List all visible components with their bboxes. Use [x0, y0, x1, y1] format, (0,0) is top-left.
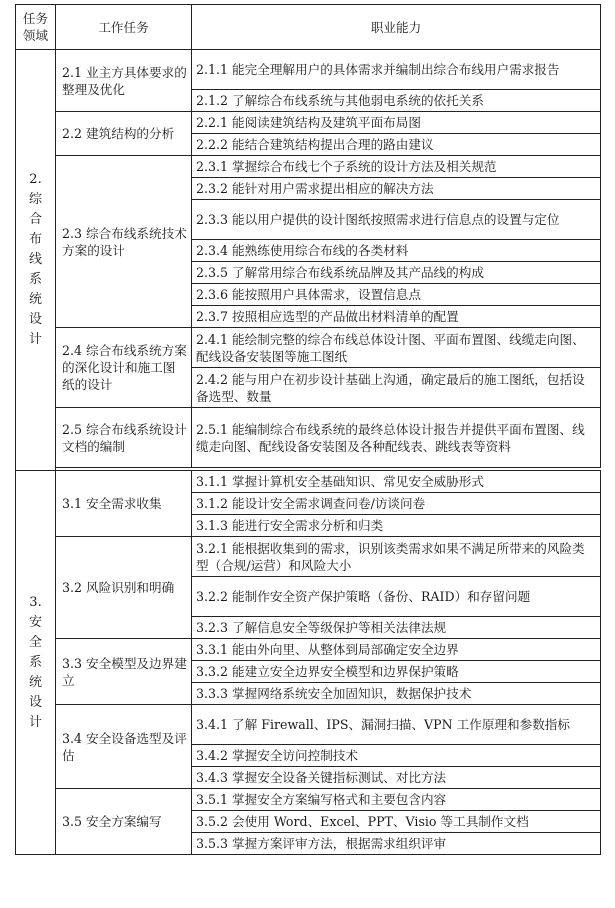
header-ability: 职业能力: [192, 5, 601, 50]
task-cell: 3.3 安全模型及边界建立: [56, 639, 192, 705]
ability-cell: 3.2.2 能制作安全资产保护策略（备份、RAID）和存留问题: [192, 577, 601, 617]
ability-cell: 3.5.3 掌握方案评审方法，根据需求组织评审: [192, 833, 601, 855]
table-row: [16, 705, 601, 745]
table-row: [16, 471, 601, 493]
table-row: [16, 789, 601, 811]
ability-cell: 2.4.2 能与用户在初步设计基础上沟通，确定最后的施工图纸，包括设备选型、数量: [192, 368, 601, 408]
ability-cell: 2.2.2 能结合建筑结构提出合理的路由建议: [192, 134, 601, 156]
header-task: 工作任务: [56, 5, 192, 50]
ability-cell: 2.3.1 掌握综合布线七个子系统的设计方法及相关规范: [192, 156, 601, 178]
task-cell: 2.2 建筑结构的分析: [56, 112, 192, 156]
ability-cell: 2.3.7 按照相应选型的产品做出材料清单的配置: [192, 306, 601, 328]
ability-cell: 2.1.2 了解综合布线系统与其他弱电系统的依托关系: [192, 90, 601, 112]
ability-cell: 2.2.1 能阅读建筑结构及建筑平面布局图: [192, 112, 601, 134]
task-cell: 3.5 安全方案编写: [56, 789, 192, 855]
ability-cell: 2.3.6 能按照用户具体需求，设置信息点: [192, 284, 601, 306]
table-row: [16, 156, 601, 178]
table-row: [16, 408, 601, 468]
ability-cell: 3.3.1 能由外向里、从整体到局部确定安全边界: [192, 639, 601, 661]
ability-cell: 3.4.3 掌握安全设备关键指标测试、对比方法: [192, 767, 601, 789]
ability-cell: 3.1.1 掌握计算机安全基础知识、常见安全威胁形式: [192, 471, 601, 493]
area-cell: [16, 471, 56, 855]
ability-cell: 2.1.1 能完全理解用户的具体需求并编制出综合布线用户需求报告: [192, 50, 601, 90]
ability-cell: 3.4.1 了解 Firewall、IPS、漏洞扫描、VPN 工作原理和参数指标: [192, 705, 601, 745]
ability-cell: 2.3.2 能针对用户需求提出相应的解决方法: [192, 178, 601, 200]
ability-cell: 2.3.4 能熟练使用综合布线的各类材料: [192, 240, 601, 262]
area-label: 2.综合布线系统设计: [28, 172, 42, 347]
table-row: [16, 50, 601, 90]
table-row: [16, 112, 601, 134]
area-cell: [16, 50, 56, 471]
ability-cell: 3.4.2 掌握安全访问控制技术: [192, 745, 601, 767]
ability-cell: 3.3.3 掌握网络系统安全加固知识，数据保护技术: [192, 683, 601, 705]
header-area: 任务领域: [16, 5, 56, 50]
ability-cell: 3.5.1 掌握安全方案编写格式和主要包含内容: [192, 789, 601, 811]
table-row: [16, 328, 601, 368]
ability-cell: 2.3.5 了解常用综合布线系统品牌及其产品线的构成: [192, 262, 601, 284]
ability-cell: 3.1.3 能进行安全需求分析和归类: [192, 515, 601, 537]
task-cell: 2.1 业主方具体要求的整理及优化: [56, 50, 192, 112]
header-row: [16, 5, 601, 50]
task-cell: 2.3 综合布线系统技术方案的设计: [56, 156, 192, 328]
table-row: [16, 639, 601, 661]
ability-cell: 3.2.1 能根据收集到的需求，识别该类需求如果不满足所带来的风险类型（合规/运营）和风险大小: [192, 537, 601, 577]
ability-cell: 2.5.1 能编制综合布线系统的最终总体设计报告并提供平面布置图、线缆走向图、配线设备安装图及各种配线表、跳线表等资料: [192, 408, 601, 468]
task-cell: 2.4 综合布线系统方案的深化设计和施工图纸的设计: [56, 328, 192, 408]
task-cell: 3.4 安全设备选型及评估: [56, 705, 192, 789]
task-cell: 2.5 综合布线系统设计文档的编制: [56, 408, 192, 468]
ability-cell: 3.5.2 会使用 Word、Excel、PPT、Visio 等工具制作文档: [192, 811, 601, 833]
table-row: [16, 537, 601, 577]
task-cell: 3.2 风险识别和明确: [56, 537, 192, 639]
task-cell: 3.1 安全需求收集: [56, 471, 192, 537]
ability-cell: 3.2.3 了解信息安全等级保护等相关法律法规: [192, 617, 601, 639]
ability-cell: 2.4.1 能绘制完整的综合布线总体设计图、平面布置图、线缆走向图、配线设备安装图等施工图纸: [192, 328, 601, 368]
ability-cell: 2.3.3 能以用户提供的设计图纸按照需求进行信息点的设置与定位: [192, 200, 601, 240]
competency-table: [15, 4, 601, 855]
ability-cell: 3.3.2 能建立安全边界安全模型和边界保护策略: [192, 661, 601, 683]
ability-cell: 3.1.2 能设计安全需求调查问卷/访谈问卷: [192, 493, 601, 515]
area-label: 3.安全系统设计: [28, 594, 42, 730]
